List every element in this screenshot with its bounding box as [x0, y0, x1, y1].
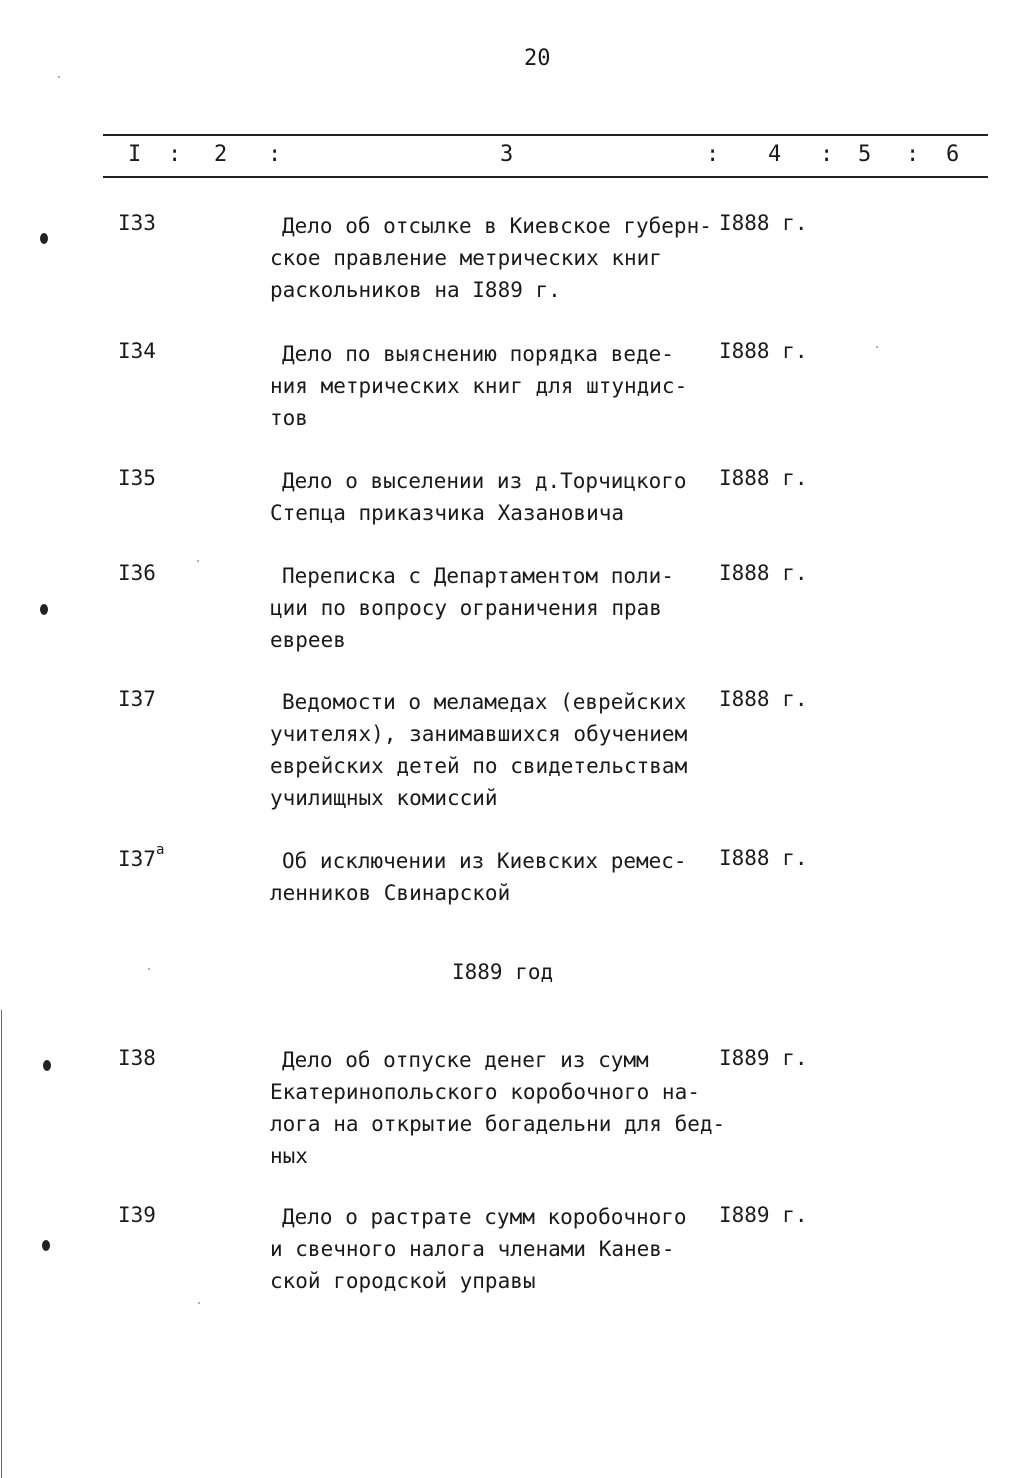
entry-description — [270, 686, 740, 814]
entry-line: Дело об отсылке в Киевское губерн- — [282, 214, 712, 238]
entry-line: Ведомости о меламедах (еврейских — [282, 690, 687, 714]
entry-line: ных — [270, 1144, 308, 1168]
entry-description — [270, 1201, 740, 1297]
entry-line: ское правление метрических книг — [270, 246, 662, 270]
entry-line: лога на открытие богадельни для бед- — [270, 1112, 726, 1136]
header-top-rule — [103, 134, 988, 136]
entry-line: тов — [270, 406, 308, 430]
header-col-2: 2 — [214, 142, 228, 167]
header-col-4: 4 — [768, 142, 782, 167]
entry-line: ции по вопросу ограничения прав — [270, 596, 662, 620]
entry-description — [270, 210, 740, 306]
scan-speck — [876, 346, 878, 348]
entry-line: Дело об отпуске денег из сумм — [282, 1048, 649, 1072]
entry-line: ской городской управы — [270, 1269, 536, 1293]
entry-line: Об исключении из Киевских ремес- — [282, 849, 687, 873]
entry-number: I35 — [118, 466, 156, 490]
punch-hole-mark — [40, 604, 48, 615]
scan-speck — [198, 1302, 200, 1304]
entry-year: I889 г. — [719, 1046, 808, 1070]
entry-description — [270, 465, 740, 529]
year-section-heading: I889 год — [452, 960, 554, 984]
punch-hole-mark — [43, 1060, 51, 1071]
scan-speck — [58, 76, 60, 78]
header-separator: : — [268, 142, 282, 167]
header-bottom-rule — [103, 176, 988, 178]
entry-description — [270, 338, 740, 434]
entry-line: Екатеринопольского коробочного на- — [270, 1080, 700, 1104]
punch-hole-mark — [40, 233, 48, 244]
header-separator: : — [706, 142, 720, 167]
entry-number: I33 — [118, 211, 156, 235]
entry-line: Дело по выяснению порядка веде- — [282, 342, 674, 366]
entry-number: I39 — [118, 1203, 156, 1227]
header-col-1: I — [128, 142, 142, 167]
entry-description — [270, 560, 740, 656]
entry-line: ленников Свинарской — [270, 881, 511, 905]
entry-line: учителях), занимавшихся обучением — [270, 722, 688, 746]
entry-year: I888 г. — [719, 687, 808, 711]
header-separator: : — [820, 142, 834, 167]
scan-speck — [148, 968, 150, 970]
punch-hole-mark — [42, 1240, 50, 1251]
entry-year: I888 г. — [719, 561, 808, 585]
entry-year: I888 г. — [719, 211, 808, 235]
entry-year: I888 г. — [719, 466, 808, 490]
entry-number: I36 — [118, 561, 156, 585]
page-edge-line — [1, 1010, 2, 1478]
header-col-3: 3 — [500, 142, 514, 167]
entry-line: и свечного налога членами Канев- — [270, 1237, 675, 1261]
entry-line: еврейских детей по свидетельствам — [270, 754, 688, 778]
entry-number: I38 — [118, 1046, 156, 1070]
entry-number: I34 — [118, 339, 156, 363]
entry-line: Переписка с Департаментом поли- — [282, 564, 674, 588]
entry-line: евреев — [270, 628, 346, 652]
entry-number: $I37^а$ — [118, 842, 165, 871]
header-col-5: 5 — [858, 142, 872, 167]
page-number: 20 — [524, 46, 551, 71]
header-separator: : — [906, 142, 920, 167]
entry-description — [270, 845, 740, 909]
entry-year: I888 г. — [719, 846, 808, 870]
entry-number-suffix: а — [155, 842, 165, 858]
header-separator: : — [168, 142, 182, 167]
entry-line: раскольников на I889 г. — [270, 278, 561, 302]
entry-line: Степца приказчика Хазановича — [270, 501, 625, 525]
entry-line: ния метрических книг для штундис- — [270, 374, 688, 398]
entry-year: I889 г. — [719, 1203, 808, 1227]
entry-description — [270, 1044, 740, 1172]
entry-line: училищных комиссий — [270, 786, 498, 810]
scan-speck — [197, 560, 199, 562]
entry-line: Дело о выселении из д.Торчицкого — [282, 469, 687, 493]
entry-line: Дело о растрате сумм коробочного — [282, 1205, 687, 1229]
header-col-6: 6 — [946, 142, 960, 167]
entry-year: I888 г. — [719, 339, 808, 363]
entry-number: I37 — [118, 687, 156, 711]
